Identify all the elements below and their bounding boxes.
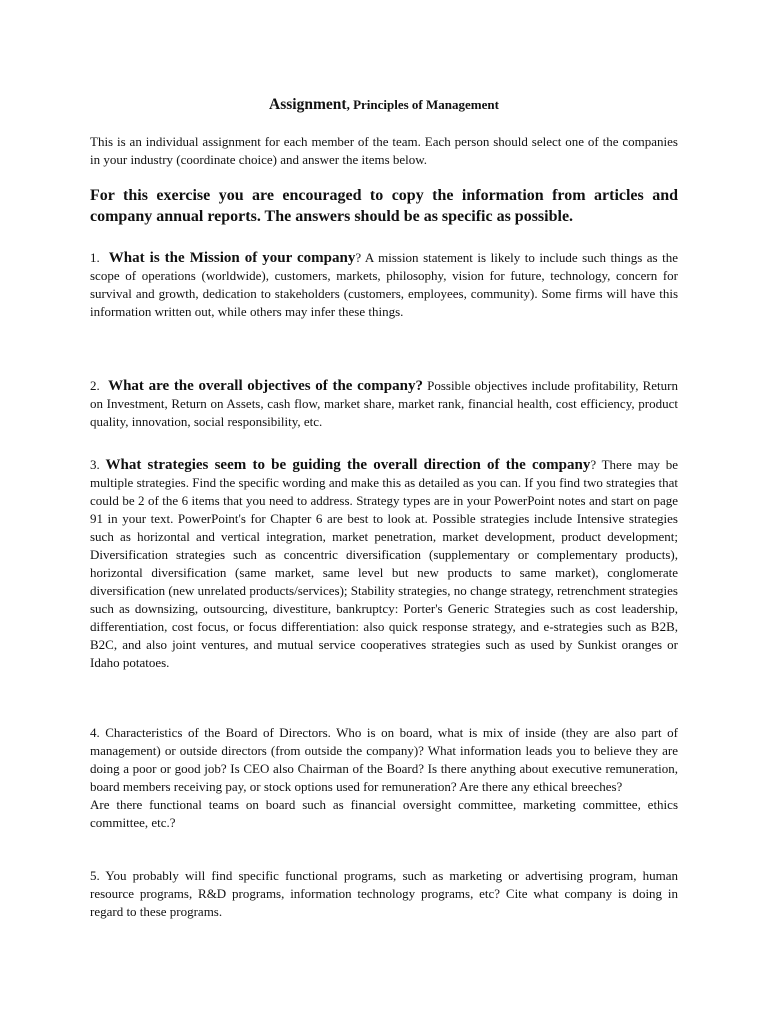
item-5: 5. You probably will find specific functional programs, such as marketing or advertising program, human resource programs, R&D programs, information technology programs, etc? Cite what company is doing in regard to these programs.: [90, 868, 678, 919]
title-sub: , Principles of Management: [346, 97, 499, 112]
item-2-number: 2.: [90, 378, 100, 393]
item-1-body: A mission statement is likely to include such things as the scope of operations (worldwide), customers, markets, philosophy, vision for future, technology, concern for survival and growth, dedication to stakeholders (customers, employees, community). Some firms will have this information written out, while others may infer these things.: [90, 250, 679, 319]
item-4: [90, 724, 678, 832]
page-title: [0, 96, 768, 114]
item-1: [90, 249, 678, 321]
item-3-body: ? There may be multiple strategies. Find the specific wording and make this as detailed as you can. If you find two strategies that could be 2 of the 6 items that you need to address. Strategy types are in your PowerPoint notes and start on page 91 in your text. PowerPoint's for Chapter 6 are best to look at. Possible strategies include Intensive strategies such as horizontal and vertical integration, market penetration, market development, product development; Diversification strategies such as concentric diversification (supplementary or complementary products), horizontal diversification (same market, same level but new products to same market), conglomerate diversification (new unrelated products/services); Stability strategies, no change strategy, retrenchment strategies such as downsizing, outsourcing, divestiture, bankruptcy: Porter's Generic Strategies such as cost leadership, differentiation, cost focus, or focus differentiation: also quick response strategy, and e-strategies such as B2B, B2C, and also joint ventures, and mutual service cooperatives strategies such as used by Sunkist oranges or Idaho potatoes.: [90, 457, 679, 670]
item-4-text: 4. Characteristics of the Board of Directors. Who is on board, what is mix of inside (they are also part of management) or outside directors (from outside the company)? What information leads you to believe they are doing a poor or good job? Is CEO also Chairman of the Board? Is there anything about executive remuneration, board members receiving pay, or stock options used for remuneration? Are there any ethical breeches?: [90, 725, 678, 794]
item-1-qmark: ?: [355, 250, 362, 265]
item-2-body: Possible objectives include profitability, Return on Investment, Return on Assets, cash flow, market share, market rank, financial health, cost efficiency, product quality, innovation, social responsibility, etc.: [90, 378, 678, 429]
emphasis-paragraph: For this exercise you are encouraged to copy the information from articles and company annual reports. The answers should be as specific as possible.: [90, 187, 678, 225]
intro-paragraph: This is an individual assignment for each member of the team. Each person should select one of the companies in your industry (coordinate choice) and answer the items below.: [90, 134, 678, 167]
item-3-question: What strategies seem to be guiding the overall direction of the company: [105, 457, 591, 473]
title-main: Assignment: [269, 96, 347, 113]
item-1-number: 1.: [90, 250, 100, 265]
item-4-text2: Are there functional teams on board such as financial oversight committee, marketing committee, ethics committee, etc.?: [90, 797, 678, 830]
item-1-question: What is the Mission of your company: [108, 250, 356, 266]
item-2: [90, 377, 678, 431]
item-3-number: 3.: [90, 457, 100, 472]
item-2-question: What are the overall objectives of the company?: [108, 378, 423, 394]
item-3: [90, 456, 678, 672]
